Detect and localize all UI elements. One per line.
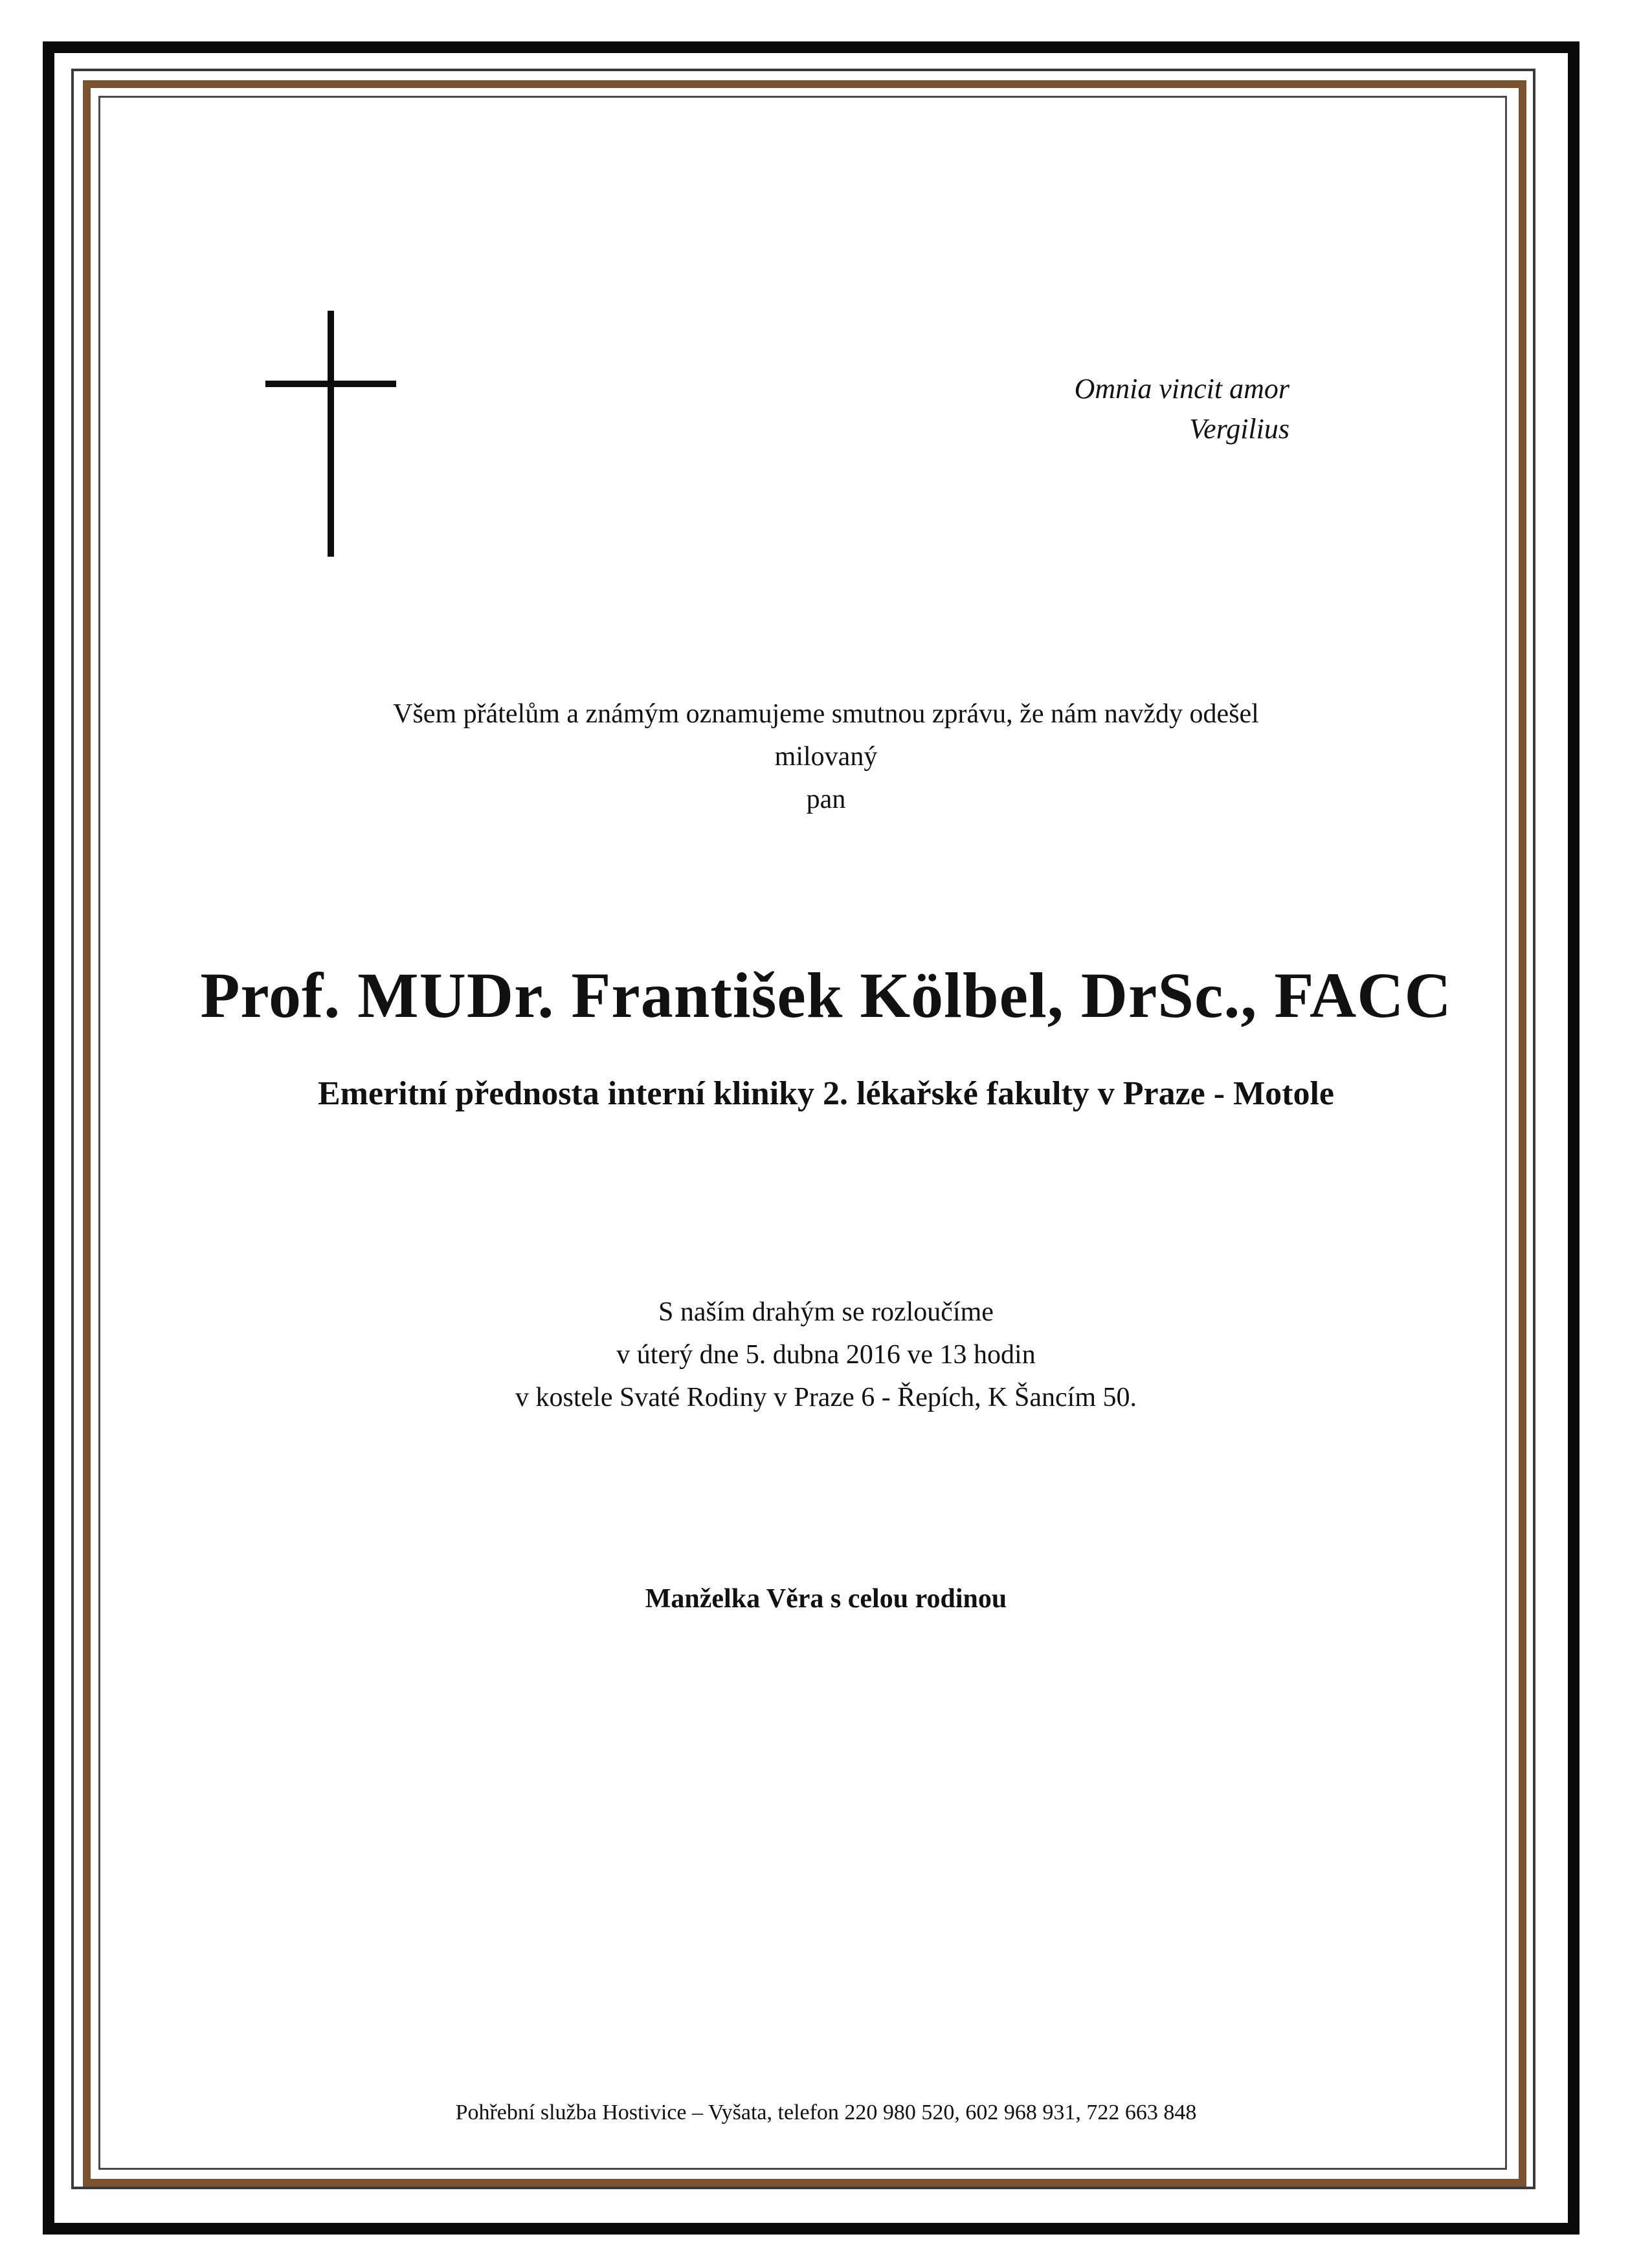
cross-vertical-bar xyxy=(328,311,334,557)
epigraph-author: Vergilius xyxy=(1189,413,1289,445)
deceased-name: Prof. MUDr. František Kölbel, DrSc., FACC xyxy=(200,959,1452,1031)
epigraph-text: Omnia vincit amor xyxy=(1074,373,1289,405)
intro-line-2: milovaný xyxy=(774,742,878,772)
farewell-line-3: v kostele Svaté Rodiny v Praze 6 - Řepích, K Šancím 50. xyxy=(515,1383,1137,1412)
thin-inner-border xyxy=(98,96,1507,2170)
intro-line-1: Všem přátelům a známým oznamujeme smutnou zprávu, že nám navždy odešel xyxy=(393,699,1259,729)
farewell-line-1: S naším drahým se rozloučíme xyxy=(658,1297,994,1327)
intro-line-3: pan xyxy=(806,785,846,814)
epigraph xyxy=(836,369,1289,449)
family-signature: Manželka Věra s celou rodinou xyxy=(645,1584,1007,1614)
funeral-service-footer: Pohřební služba Hostivice – Vyšata, telefon 220 980 520, 602 968 931, 722 663 848 xyxy=(455,2101,1197,2124)
farewell-details xyxy=(0,1291,1652,1419)
announcement-intro xyxy=(0,693,1652,821)
cross-horizontal-bar xyxy=(265,381,396,387)
farewell-line-2: v úterý dne 5. dubna 2016 ve 13 hodin xyxy=(616,1340,1036,1370)
deceased-title: Emeritní přednosta interní kliniky 2. lékařské fakulty v Praze - Motole xyxy=(317,1075,1334,1112)
